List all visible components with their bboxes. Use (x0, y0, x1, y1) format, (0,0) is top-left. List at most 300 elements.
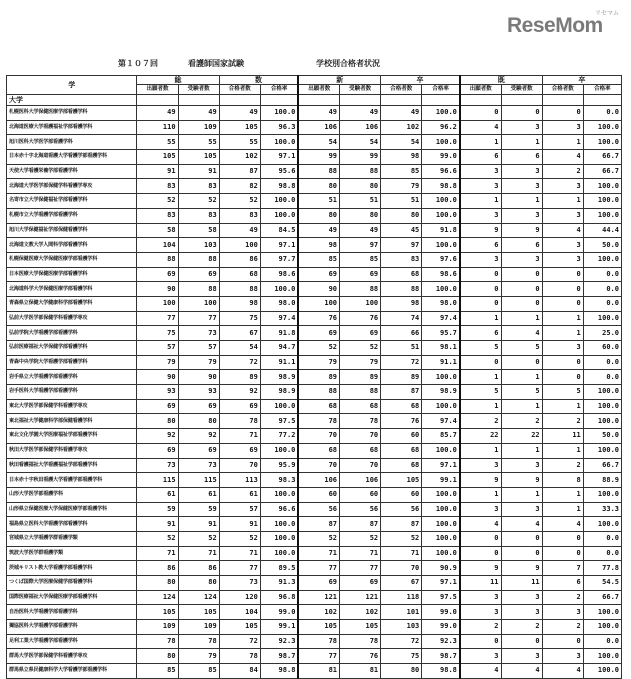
table-cell: 11 (501, 576, 542, 591)
table-cell: 99.1 (422, 473, 460, 488)
table-cell: 68 (381, 458, 422, 473)
table-cell: 0 (501, 634, 542, 649)
table-cell: 73 (137, 458, 178, 473)
school-name: 弘前医療福祉大学保健学部看護学科 (7, 341, 137, 356)
table-cell: 97.5 (260, 414, 298, 429)
table-cell: 98.0 (260, 296, 298, 311)
table-cell: 102 (219, 150, 260, 165)
school-name: 獨協医科大学看護学部看護学科 (7, 620, 137, 635)
table-cell: 100.0 (583, 208, 621, 223)
school-name: 札幌保健医療大学保健医療学部看護学科 (7, 252, 137, 267)
table-cell: 98.8 (260, 179, 298, 194)
table-cell: 110 (137, 120, 178, 135)
table-cell: 0 (542, 370, 583, 385)
table-cell: 69 (298, 326, 339, 341)
table-cell: 56 (340, 502, 381, 517)
table-cell: 73 (219, 576, 260, 591)
table-cell: 58 (178, 223, 219, 238)
table-cell: 3 (460, 502, 501, 517)
table-cell: 100.0 (422, 517, 460, 532)
table-cell: 3 (542, 120, 583, 135)
table-cell: 82 (219, 179, 260, 194)
table-cell: 84.5 (260, 223, 298, 238)
table-cell: 3 (501, 208, 542, 223)
school-name: 弘前学院大学看護学部看護学科 (7, 326, 137, 341)
table-cell: 100.0 (422, 502, 460, 517)
table-row (7, 487, 622, 502)
table-cell: 100.0 (260, 135, 298, 150)
table-cell: 98.9 (260, 370, 298, 385)
table-cell: 1 (460, 135, 501, 150)
table-cell: 4 (542, 223, 583, 238)
table-cell: 106 (340, 120, 381, 135)
table-cell: 104 (137, 238, 178, 253)
table-cell: 6 (501, 238, 542, 253)
table-cell: 71 (178, 546, 219, 561)
table-cell: 69 (137, 443, 178, 458)
table-cell: 76 (381, 414, 422, 429)
table-cell: 97.4 (422, 414, 460, 429)
table-cell: 78 (219, 649, 260, 664)
table-cell: 2 (460, 414, 501, 429)
school-name: 名寄市立大学保健福祉学部看護学科 (7, 194, 137, 209)
table-cell: 97 (381, 238, 422, 253)
table-cell: 69 (340, 326, 381, 341)
column-header: 受験者数 (178, 85, 219, 95)
table-cell: 1 (542, 399, 583, 414)
group-new-2: 卒 (381, 76, 460, 85)
table-cell: 71 (137, 546, 178, 561)
table-cell: 0.0 (583, 282, 621, 297)
table-cell: 81 (298, 664, 339, 679)
table-cell: 100.0 (422, 106, 460, 121)
table-cell: 0 (501, 546, 542, 561)
table-cell: 71 (298, 546, 339, 561)
table-cell: 52 (137, 194, 178, 209)
table-cell: 3 (501, 164, 542, 179)
table-cell: 0 (542, 634, 583, 649)
table-cell: 100.0 (583, 194, 621, 209)
table-row (7, 311, 622, 326)
table-cell: 0 (542, 546, 583, 561)
table-cell: 52 (381, 531, 422, 546)
table-cell: 4 (501, 326, 542, 341)
table-cell: 98 (381, 296, 422, 311)
school-name: 茨城キリスト教大学看護学部看護学科 (7, 561, 137, 576)
table-cell: 5 (542, 385, 583, 400)
table-cell: 51 (340, 194, 381, 209)
table-row (7, 458, 622, 473)
table-cell: 77 (340, 561, 381, 576)
table-cell: 97.1 (260, 150, 298, 165)
table-cell: 98.6 (260, 267, 298, 282)
table-cell: 76 (298, 311, 339, 326)
table-cell: 102 (381, 120, 422, 135)
table-cell: 6 (460, 150, 501, 165)
table-cell: 88 (219, 282, 260, 297)
table-cell: 80 (340, 179, 381, 194)
table-cell: 90 (178, 370, 219, 385)
table-cell: 100.0 (422, 399, 460, 414)
table-cell: 69 (340, 576, 381, 591)
table-cell: 87 (381, 517, 422, 532)
school-name: 日本赤十字秋田看護大学看護学部看護学科 (7, 473, 137, 488)
table-cell: 98 (381, 150, 422, 165)
table-row (7, 590, 622, 605)
table-cell: 49 (219, 106, 260, 121)
table-cell: 100.0 (583, 414, 621, 429)
table-cell: 70 (298, 429, 339, 444)
table-cell: 0 (542, 267, 583, 282)
table-cell: 100.0 (583, 649, 621, 664)
school-name: 東北文化学園大学医療福祉学部看護学科 (7, 429, 137, 444)
table-cell: 1 (542, 326, 583, 341)
table-cell: 88 (340, 282, 381, 297)
table-cell: 113 (219, 473, 260, 488)
table-cell: 98.8 (422, 664, 460, 679)
table-cell: 66.7 (583, 590, 621, 605)
table-cell: 100.0 (260, 443, 298, 458)
table-cell: 88 (381, 282, 422, 297)
school-name: 山形大学医学部看護学科 (7, 487, 137, 502)
table-cell: 85 (298, 252, 339, 267)
table-cell: 3 (501, 649, 542, 664)
table-cell: 115 (137, 473, 178, 488)
column-header: 出願者数 (298, 85, 339, 95)
table-cell: 3 (542, 605, 583, 620)
table-cell: 97.4 (260, 311, 298, 326)
table-cell: 58 (137, 223, 178, 238)
table-cell: 0.0 (583, 531, 621, 546)
table-cell: 0.0 (583, 106, 621, 121)
school-name: 福島県立医科大学看護学部看護学科 (7, 517, 137, 532)
table-cell: 100.0 (260, 517, 298, 532)
table-cell: 3 (501, 120, 542, 135)
table-cell: 100.0 (260, 106, 298, 121)
table-row (7, 443, 622, 458)
table-row (7, 341, 622, 356)
table-cell: 71 (381, 546, 422, 561)
table-cell: 99.0 (422, 605, 460, 620)
table-cell: 8 (542, 473, 583, 488)
table-cell: 68 (381, 443, 422, 458)
resemom-logo (507, 8, 623, 42)
table-cell: 0 (501, 106, 542, 121)
table-cell: 0 (542, 531, 583, 546)
column-header: 出願者数 (460, 85, 501, 95)
table-cell: 52 (340, 341, 381, 356)
table-cell: 100.0 (422, 487, 460, 502)
table-cell: 91 (219, 517, 260, 532)
table-cell: 100.0 (422, 531, 460, 546)
table-cell: 4 (501, 517, 542, 532)
table-cell: 1 (501, 487, 542, 502)
table-cell: 99.0 (260, 605, 298, 620)
table-cell: 4 (542, 517, 583, 532)
table-row (7, 355, 622, 370)
table-cell: 100.0 (422, 546, 460, 561)
table-cell: 5 (501, 341, 542, 356)
school-name: 国際医療福祉大学保健医療学部看護学科 (7, 590, 137, 605)
table-cell: 109 (178, 620, 219, 635)
table-cell: 0 (460, 267, 501, 282)
table-cell: 54 (219, 341, 260, 356)
table-cell: 95.7 (422, 326, 460, 341)
table-cell: 83 (178, 208, 219, 223)
table-cell: 100 (219, 238, 260, 253)
table-cell: 120 (219, 590, 260, 605)
table-cell: 70 (340, 458, 381, 473)
table-cell: 83 (178, 179, 219, 194)
table-cell: 75 (137, 326, 178, 341)
results-table (6, 75, 622, 679)
table-cell: 77.8 (583, 561, 621, 576)
table-cell: 54 (340, 135, 381, 150)
table-cell: 71 (340, 546, 381, 561)
table-cell: 100.0 (260, 531, 298, 546)
table-cell: 100.0 (583, 443, 621, 458)
group-prev-1: 既 (460, 76, 542, 85)
table-cell: 103 (178, 238, 219, 253)
table-row (7, 135, 622, 150)
table-cell: 72 (219, 355, 260, 370)
column-header: 合格率 (422, 85, 460, 95)
table-cell: 1 (542, 311, 583, 326)
column-header: 合格率 (583, 85, 621, 95)
table-cell: 7 (542, 561, 583, 576)
table-cell: 0 (460, 355, 501, 370)
table-cell: 51 (381, 341, 422, 356)
table-cell: 0 (542, 282, 583, 297)
school-name: 自治医科大学看護学部看護学科 (7, 605, 137, 620)
table-cell: 45 (381, 223, 422, 238)
school-name: 青森県立保健大学健康科学部看護学科 (7, 296, 137, 311)
table-cell: 78 (298, 634, 339, 649)
table-cell: 98.7 (422, 649, 460, 664)
table-cell: 3 (542, 238, 583, 253)
table-cell: 80 (340, 208, 381, 223)
table-cell: 0.0 (583, 267, 621, 282)
table-cell: 25.0 (583, 326, 621, 341)
table-cell: 95.6 (260, 164, 298, 179)
table-cell: 69 (298, 576, 339, 591)
table-cell: 105 (219, 120, 260, 135)
group-prev-2: 卒 (542, 76, 621, 85)
table-cell: 92.3 (260, 634, 298, 649)
school-header: 学 (7, 76, 137, 95)
table-cell: 3 (460, 458, 501, 473)
table-cell: 3 (542, 649, 583, 664)
group-total-1: 総 (137, 76, 219, 85)
table-cell: 100.0 (260, 546, 298, 561)
table-cell: 80 (298, 208, 339, 223)
table-cell: 77 (298, 649, 339, 664)
table-row (7, 473, 622, 488)
table-cell: 57 (219, 502, 260, 517)
table-cell: 55 (178, 135, 219, 150)
school-name: 東北大学医学部保健学科看護学専攻 (7, 399, 137, 414)
table-row (7, 429, 622, 444)
table-cell: 85.7 (422, 429, 460, 444)
table-cell: 0 (501, 296, 542, 311)
table-row (7, 194, 622, 209)
table-cell: 79 (381, 179, 422, 194)
school-name: 札幌市立大学看護学部看護学科 (7, 208, 137, 223)
table-row (7, 502, 622, 517)
table-cell: 4 (460, 517, 501, 532)
school-name: 弘前大学医学部保健学科看護学専攻 (7, 311, 137, 326)
table-cell: 49 (137, 106, 178, 121)
table-cell: 100.0 (422, 194, 460, 209)
table-cell: 57 (137, 341, 178, 356)
table-cell: 100.0 (422, 208, 460, 223)
table-cell: 96.2 (422, 120, 460, 135)
table-cell: 101 (381, 605, 422, 620)
logo-text: ReseMom (507, 14, 603, 37)
table-cell: 69 (137, 399, 178, 414)
table-cell: 99.0 (422, 150, 460, 165)
table-cell: 3 (501, 590, 542, 605)
table-cell: 80 (381, 208, 422, 223)
school-name: つくば国際大学医療保健学部看護学科 (7, 576, 137, 591)
table-cell: 83 (137, 179, 178, 194)
table-cell: 91 (178, 517, 219, 532)
table-cell: 3 (501, 252, 542, 267)
table-cell: 98.0 (422, 296, 460, 311)
table-cell: 9 (460, 223, 501, 238)
table-cell: 100.0 (422, 370, 460, 385)
table-cell: 2 (460, 620, 501, 635)
school-name: 岩手医科大学看護学部看護学科 (7, 385, 137, 400)
table-cell: 79 (340, 355, 381, 370)
column-header: 合格率 (260, 85, 298, 95)
table-cell: 69 (219, 399, 260, 414)
table-row (7, 517, 622, 532)
table-cell: 52 (298, 531, 339, 546)
table-cell: 73 (178, 458, 219, 473)
table-cell: 11 (542, 429, 583, 444)
table-cell: 3 (501, 502, 542, 517)
table-cell: 79 (178, 355, 219, 370)
table-cell: 88 (340, 164, 381, 179)
table-cell: 80 (137, 649, 178, 664)
table-cell: 3 (542, 208, 583, 223)
table-cell: 105 (178, 150, 219, 165)
table-cell: 50.0 (583, 429, 621, 444)
table-cell: 4 (542, 150, 583, 165)
table-cell: 69 (178, 443, 219, 458)
table-cell: 100.0 (583, 620, 621, 635)
table-cell: 55 (137, 135, 178, 150)
table-cell: 1 (542, 443, 583, 458)
table-cell: 73 (178, 326, 219, 341)
table-cell: 3 (501, 458, 542, 473)
table-cell: 1 (542, 194, 583, 209)
table-cell: 87 (219, 164, 260, 179)
table-cell: 97.1 (422, 458, 460, 473)
table-cell: 3 (542, 252, 583, 267)
table-cell: 100.0 (260, 487, 298, 502)
school-name: 北海道科学大学保健医療学部看護学科 (7, 282, 137, 297)
column-header: 受験者数 (340, 85, 381, 95)
table-row (7, 296, 622, 311)
table-cell: 69 (178, 267, 219, 282)
table-cell: 106 (340, 473, 381, 488)
table-cell: 87 (340, 517, 381, 532)
table-cell: 102 (340, 605, 381, 620)
table-cell: 96.6 (260, 502, 298, 517)
table-cell: 71 (219, 429, 260, 444)
table-cell: 77 (178, 311, 219, 326)
table-cell: 85 (340, 252, 381, 267)
table-cell: 121 (298, 590, 339, 605)
table-cell: 93 (137, 385, 178, 400)
table-cell: 78 (340, 414, 381, 429)
table-cell: 100.0 (422, 238, 460, 253)
table-cell: 97.1 (422, 576, 460, 591)
table-cell: 59 (137, 502, 178, 517)
table-cell: 22 (501, 429, 542, 444)
table-cell: 100.0 (260, 399, 298, 414)
table-cell: 69 (219, 443, 260, 458)
table-cell: 79 (298, 355, 339, 370)
table-cell: 0.0 (583, 355, 621, 370)
table-cell: 57 (178, 341, 219, 356)
table-cell: 1 (542, 487, 583, 502)
table-row (7, 664, 622, 679)
table-cell: 52 (340, 531, 381, 546)
school-name: 筑波大学医学群看護学類 (7, 546, 137, 561)
table-cell: 0 (501, 267, 542, 282)
table-cell: 0 (542, 106, 583, 121)
table-cell: 59 (178, 502, 219, 517)
table-cell: 52 (219, 531, 260, 546)
table-cell: 109 (178, 120, 219, 135)
table-cell: 100.0 (422, 135, 460, 150)
table-cell: 91.1 (260, 355, 298, 370)
table-cell: 0 (542, 296, 583, 311)
table-cell: 105 (137, 605, 178, 620)
table-cell: 69 (298, 267, 339, 282)
table-cell: 88 (178, 282, 219, 297)
column-header: 合格者数 (381, 85, 422, 95)
table-cell: 0 (460, 531, 501, 546)
table-cell: 100.0 (260, 282, 298, 297)
school-name: 旭川大学保健福祉学部保健看護学科 (7, 223, 137, 238)
table-cell: 69 (340, 267, 381, 282)
table-cell: 3 (460, 605, 501, 620)
table-cell: 78 (298, 414, 339, 429)
table-cell: 54 (381, 135, 422, 150)
table-cell: 68 (340, 399, 381, 414)
table-cell: 1 (501, 370, 542, 385)
school-name: 秋田看護福祉大学看護福祉学部看護学科 (7, 458, 137, 473)
table-cell: 99 (298, 150, 339, 165)
table-cell: 3 (460, 208, 501, 223)
table-cell: 88 (340, 385, 381, 400)
table-cell: 91.3 (260, 576, 298, 591)
table-cell: 80 (137, 576, 178, 591)
table-row (7, 106, 622, 121)
table-cell: 100.0 (260, 208, 298, 223)
table-cell: 89 (381, 370, 422, 385)
table-cell: 88 (178, 252, 219, 267)
table-cell: 5 (460, 341, 501, 356)
table-cell: 84 (219, 664, 260, 679)
table-cell: 89 (219, 370, 260, 385)
table-cell: 11 (460, 576, 501, 591)
exam-number: 第１０７回 (118, 59, 166, 68)
